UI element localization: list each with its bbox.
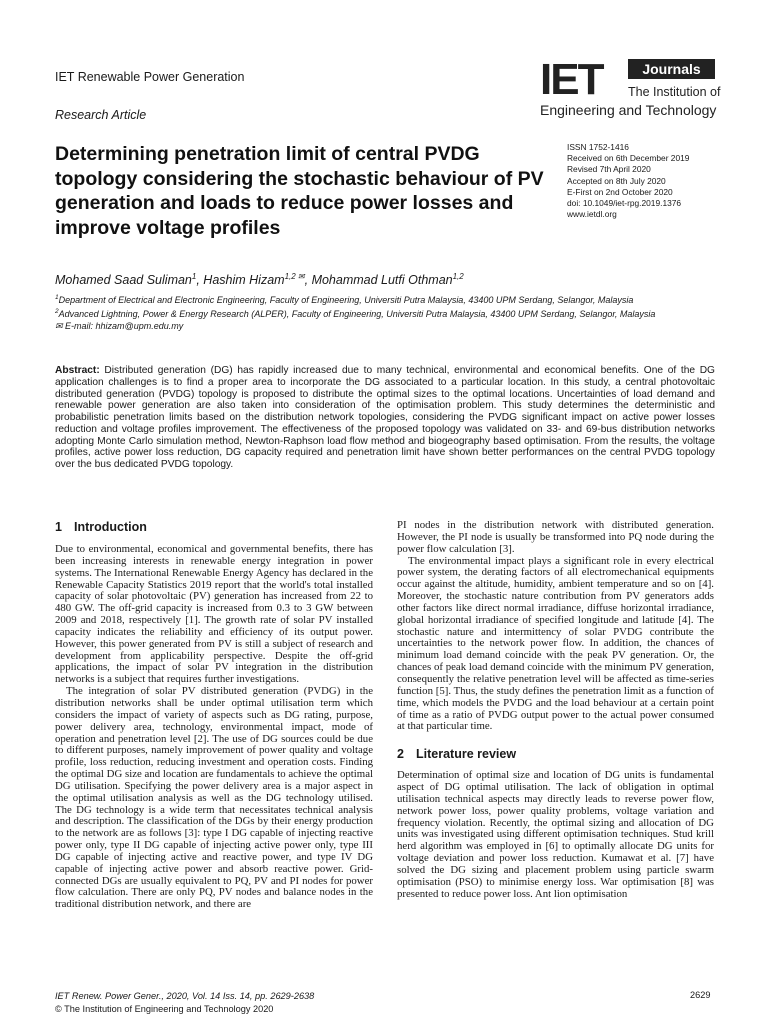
article-metadata bbox=[567, 142, 742, 220]
affiliations bbox=[55, 292, 715, 333]
paragraph: PI nodes in the distribution network with distributed generation. However, the PI node is usually be transformed into PQ node during the power flow calculation [3]. bbox=[397, 519, 714, 555]
accepted-date: Accepted on 8th July 2020 bbox=[567, 175, 666, 186]
section-number: 1 bbox=[55, 520, 62, 534]
section-title: Literature review bbox=[416, 747, 517, 762]
section-body bbox=[55, 544, 373, 911]
left-column bbox=[55, 520, 373, 911]
section-body bbox=[397, 520, 714, 733]
footer-citation bbox=[55, 990, 314, 1016]
section-heading-introduction bbox=[55, 520, 373, 534]
logo-iet-text: IET bbox=[540, 55, 603, 104]
journal-citation: IET Renew. Power Gener., 2020, Vol. 14 Iss. 14, pp. 2629-2638 bbox=[55, 991, 315, 1001]
paragraph: Determination of optimal size and location of DG units is fundamental aspect of DG optimal utilisation. The lack of obligation in optimal utilisation technical aspects may directly leads to reverse power flow, network power loss, power quality problems, voltage variation and frequency violation. Recently, the optimal sizing and allocation of DG units was investigated using different optimisation techniques. Stud krill herd algorithm was employed in [6] to optimally allocate DG units for voltage deviation and power loss reduction. Kumawat et al. [7] have solved the DG sizing and placement problem using particle swarm optimisation (PSO) to minimise energy loss. War optimisation [8] was presented to reduce power loss. Ant lion optimisation bbox=[397, 769, 714, 900]
logo-engineering-line: Engineering and Technology bbox=[540, 102, 717, 118]
doi[interactable]: doi: 10.1049/iet-rpg.2019.1376 bbox=[567, 198, 682, 209]
author-affiliation-mark: 1,2 ✉ bbox=[284, 272, 305, 281]
author-affiliation-mark: 1,2 bbox=[452, 272, 464, 281]
section-heading-literature-review bbox=[397, 747, 714, 761]
paper-title: Determining penetration limit of central PVDG topology considering the stochastic behaviour of PV generation and loads to reduce power losses and improve voltage profiles bbox=[55, 143, 544, 239]
logo-institution-line: The Institution of bbox=[628, 85, 721, 99]
issn: ISSN 1752-1416 bbox=[567, 142, 629, 152]
author-name: Mohammad Lutfi Othman bbox=[311, 273, 453, 288]
received-date: Received on 6th December 2019 bbox=[567, 153, 690, 164]
website-link[interactable]: www.ietdl.org bbox=[567, 209, 617, 220]
iet-journals-logo bbox=[540, 55, 721, 120]
section-body bbox=[397, 770, 714, 900]
right-column bbox=[397, 520, 714, 900]
revised-date: Revised 7th April 2020 bbox=[567, 164, 651, 175]
paragraph: The environmental impact plays a significant role in every electrical power system, the derating factors of all electromechanical equipments occur against the altitude, humidity, ambient temperature and so on [4]. Moreover, the stochastic nature contribution from PV generators adds other factors like direct normal irradiance, diffuse horizontal irradiance, global horizontal irradiance of specified longitude and latitude [4]. The stochastic nature and intermittency of solar PVDG contribute the uncertainties to the network power flow. In addition, the chances of minimum load demand coincide with the peak PV generation. Or, the chances of peak load demand coincide with the minimum PV generation, consequently the relative penetration level will be affected as time-series function [5]. Thus, the study defines the penetration limit as a function of time, which models the PVDG and the load behaviour at a certain point of time as a ratio of PVDG output power to the actual power consumed at that particular time. bbox=[397, 554, 714, 733]
author-affiliation-mark: 1 bbox=[191, 272, 197, 281]
author-list: Mohamed Saad Suliman$^1$, Hashim Hizam$^{1,2 ✉}$, Mohammad Lutfi Othman$^{1,2}$ bbox=[55, 272, 464, 288]
paragraph: Due to environmental, economical and governmental benefits, there has been increasing interests in renewable energy integration in power systems. The International Renewable Energy Agency has declared in the Renewable Capacity Statistics 2019 report that the world's total installed capacity of solar photovoltaic (PV) generation has increased from 22 to 480 GW. The off-grid capacity is increased from 0.3 to 3 GW between 2009 and 2018, respectively [1]. The growth rate of solar PV installed capacity indicates the reliability and efficiency of its output power. However, this power generated from PV is still a subject of research and development from applicability perspective. Despite the off-grid applications, the impact of solar PV integration in the distribution networks is a subject that requires further investigations. bbox=[55, 543, 373, 686]
affiliation-2: $^2$Advanced Lightning, Power & Energy Research (ALPER), Faculty of Engineering, Universiti Putra Malaysia, 43400 UPM Serdang, Selangor, Malaysia bbox=[55, 308, 656, 320]
abstract bbox=[55, 365, 715, 471]
author-name: Mohamed Saad Suliman bbox=[55, 273, 192, 288]
affiliation-1: $^1$Department of Electrical and Electronic Engineering, Faculty of Engineering, Universiti Putra Malaysia, 43400 UPM Serdang, Selangor, Malaysia bbox=[55, 294, 634, 305]
page-number: 2629 bbox=[690, 990, 711, 1000]
author-name: Hashim Hizam bbox=[203, 273, 285, 288]
paragraph: The integration of solar PV distributed generation (PVDG) in the distribution networks shall be under optimal utilisation term which considers the impact of variety of aspects such as DG rating, purpose, power delivery area, technology, environmental impact, mode of operation and penetration level [2]. The use of DG sources could be due to different purposes, namely improvement of power quality and voltage profile, loss reduction, reducing investment and operation costs. Finding the optimal DG size and location are fundamentals to achieve the optimal DG utilisation. Specifying the power delivery area is a major aspect in the optimal utilisation analysis as well as the DG technology utilised. The DG technology is a wide term that necessitates technical analysis and description. The classification of the DGs by their energy production to the network are as follows [3]: type I DG capable of injecting reactive power only, type II DG capable of injecting active power only, type III DG capable of injecting active and reactive power, and type IV DG capable of injecting active power and absorb reactive power. Grid-connected DGs are usually equivalent to PQ, PV and PI nodes for power flow calculation. There are only PQ, PV nodes and balance nodes in the traditional distribution network, and there are bbox=[55, 685, 373, 911]
corresponding-email[interactable]: ✉ E-mail: hhizam@upm.edu.my bbox=[55, 321, 184, 332]
section-title: Introduction bbox=[74, 520, 147, 534]
abstract-label: Abstract: bbox=[55, 365, 100, 376]
copyright: © The Institution of Engineering and Technology 2020 bbox=[55, 1004, 274, 1014]
section-number: 2 bbox=[397, 747, 404, 762]
article-type: Research Article bbox=[55, 108, 147, 122]
e-first-date: E-First on 2nd October 2020 bbox=[567, 186, 673, 197]
abstract-text: Distributed generation (DG) has rapidly increased due to many technical, environmental and economical benefits. One of the DG application challenges is to find a proper area to incorporate the DG associated to a particular location. In this study, a central photovoltaic distributed generation (PVDG) topology is proposed to distribute the optimal sizes to the optimal locations. Uncertainties of load demand and renewable power generation are also taken into consideration of the optimisation problem. This study determines the deterministic and probabilistic penetration limits based on the distribution network topologies, considering the PVDG significant impact on active power losses reduction and voltage profiles improvement. The effectiveness of the proposed topology was validated on 33- and 69-bus distribution networks adopting Monte Carlo simulation method, Newton-Raphson load flow method and biogeography based optimisation. From the results, the voltage profiles, active power loss reduction, DG capacity required and penetration limit have shown better performances on the central PVDG topology over the bus dedicated PVDG topology. bbox=[55, 365, 715, 470]
journal-name: IET Renewable Power Generation bbox=[55, 70, 245, 84]
logo-journals-badge: Journals bbox=[628, 59, 715, 79]
